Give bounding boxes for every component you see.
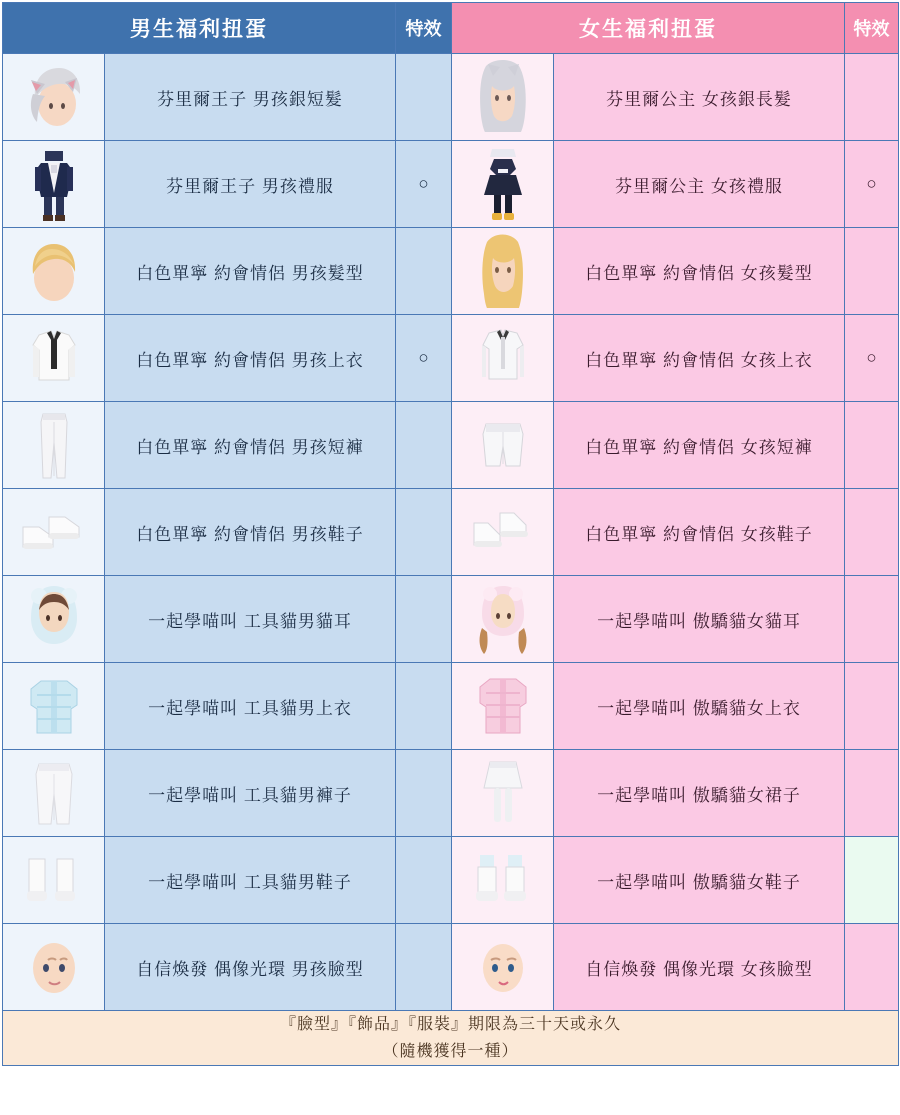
girl-item-effect [845,750,899,837]
girl-gacha-title: 女生福利扭蛋 [452,3,845,54]
boy-item-icon-cell [3,141,105,228]
gacha-table [2,2,899,1066]
table-row [3,489,899,576]
girl-effect-column-header: 特效 [845,3,899,54]
white-skirt-icon [464,754,542,832]
girl-item-name: 白色單寧 約會情侶 女孩鞋子 [554,489,845,576]
boy-item-effect: ○ [396,315,452,402]
white-boy-shoes-icon [15,493,93,571]
boy-item-effect [396,228,452,315]
table-row [3,54,899,141]
girl-item-name: 白色單寧 約會情侶 女孩短褲 [554,402,845,489]
boy-item-effect [396,576,452,663]
boy-item-icon-cell [3,489,105,576]
girl-formal-dress-icon [464,145,542,223]
girl-item-effect: ○ [845,141,899,228]
table-row [3,576,899,663]
girl-item-effect: ○ [845,315,899,402]
girl-item-name: 一起學喵叫 傲驕貓女鞋子 [554,837,845,924]
boy-item-name: 白色單寧 約會情侶 男孩上衣 [105,315,396,402]
table-row [3,315,899,402]
footer-line-1: 『臉型』『飾品』『服裝』期限為三十天或永久 [279,1016,621,1033]
boy-item-effect [396,924,452,1011]
girl-item-name: 芬里爾公主 女孩銀長髮 [554,54,845,141]
boy-item-name: 芬里爾王子 男孩禮服 [105,141,396,228]
boy-item-icon-cell [3,315,105,402]
boy-item-effect: ○ [396,141,452,228]
table-row [3,663,899,750]
boy-item-effect [396,54,452,141]
boy-item-effect [396,837,452,924]
table-row [3,228,899,315]
boy-item-icon-cell [3,663,105,750]
girl-item-name: 一起學喵叫 傲驕貓女上衣 [554,663,845,750]
boy-item-effect [396,489,452,576]
girl-item-icon-cell [452,837,554,924]
girl-item-icon-cell [452,315,554,402]
boy-item-icon-cell [3,837,105,924]
pink-puffer-jacket-icon [464,667,542,745]
girl-item-effect [845,663,899,750]
girl-item-effect [845,837,899,924]
boy-item-icon-cell [3,228,105,315]
girl-item-name: 一起學喵叫 傲驕貓女裙子 [554,750,845,837]
white-sweatpants-icon [15,754,93,832]
girl-item-name: 自信煥發 偶像光環 女孩臉型 [554,924,845,1011]
table-row [3,924,899,1011]
blond-girl-hair-icon [464,232,542,310]
boy-face-icon [15,928,93,1006]
table-row [3,141,899,228]
boy-item-icon-cell [3,750,105,837]
girl-item-name: 一起學喵叫 傲驕貓女貓耳 [554,576,845,663]
blond-boy-hair-icon [15,232,93,310]
boy-item-name: 白色單寧 約會情侶 男孩短褲 [105,402,396,489]
boy-item-name: 芬里爾王子 男孩銀短髮 [105,54,396,141]
girl-item-name: 芬里爾公主 女孩禮服 [554,141,845,228]
white-boy-pants-icon [15,406,93,484]
boy-item-name: 自信煥發 偶像光環 男孩臉型 [105,924,396,1011]
white-boy-shirt-icon [15,319,93,397]
boy-item-effect [396,402,452,489]
footer-row [3,1011,899,1066]
boy-item-icon-cell [3,924,105,1011]
white-boots-boy-icon [15,841,93,919]
footer-note [3,1011,899,1066]
girl-item-effect [845,489,899,576]
boy-item-name: 白色單寧 約會情侶 男孩鞋子 [105,489,396,576]
boy-item-effect [396,663,452,750]
gacha-table-body [3,54,899,1066]
girl-item-effect [845,924,899,1011]
footer-line-2: （隨機獲得一種） [382,1043,519,1061]
boy-item-name: 一起學喵叫 工具貓男褲子 [105,750,396,837]
white-girl-shoes-icon [464,493,542,571]
boy-item-name: 白色單寧 約會情侶 男孩髮型 [105,228,396,315]
girl-item-icon-cell [452,402,554,489]
white-girl-shirt-icon [464,319,542,397]
girl-item-icon-cell [452,489,554,576]
girl-item-icon-cell [452,663,554,750]
white-boots-girl-icon [464,841,542,919]
cat-ear-hood-girl-icon [464,580,542,658]
boy-gacha-title: 男生福利扭蛋 [3,3,396,54]
table-header-row [3,3,899,54]
table-row [3,837,899,924]
boy-item-icon-cell [3,54,105,141]
boy-item-name: 一起學喵叫 工具貓男上衣 [105,663,396,750]
blue-puffer-jacket-icon [15,667,93,745]
cat-ear-hood-boy-icon [15,580,93,658]
girl-item-icon-cell [452,750,554,837]
boy-formal-suit-icon [15,145,93,223]
white-girl-shorts-icon [464,406,542,484]
boy-item-name: 一起學喵叫 工具貓男貓耳 [105,576,396,663]
boy-item-name: 一起學喵叫 工具貓男鞋子 [105,837,396,924]
silver-long-hair-icon [464,58,542,136]
boy-item-icon-cell [3,402,105,489]
girl-item-effect [845,402,899,489]
girl-face-icon [464,928,542,1006]
girl-item-icon-cell [452,924,554,1011]
boy-item-effect [396,750,452,837]
girl-item-icon-cell [452,54,554,141]
girl-item-icon-cell [452,228,554,315]
girl-item-effect [845,54,899,141]
girl-item-icon-cell [452,576,554,663]
boy-item-icon-cell [3,576,105,663]
girl-item-name: 白色單寧 約會情侶 女孩上衣 [554,315,845,402]
silver-short-hair-icon [15,58,93,136]
table-row [3,402,899,489]
girl-item-name: 白色單寧 約會情侶 女孩髮型 [554,228,845,315]
girl-item-effect [845,576,899,663]
girl-item-effect [845,228,899,315]
table-row [3,750,899,837]
girl-item-icon-cell [452,141,554,228]
boy-effect-column-header: 特效 [396,3,452,54]
